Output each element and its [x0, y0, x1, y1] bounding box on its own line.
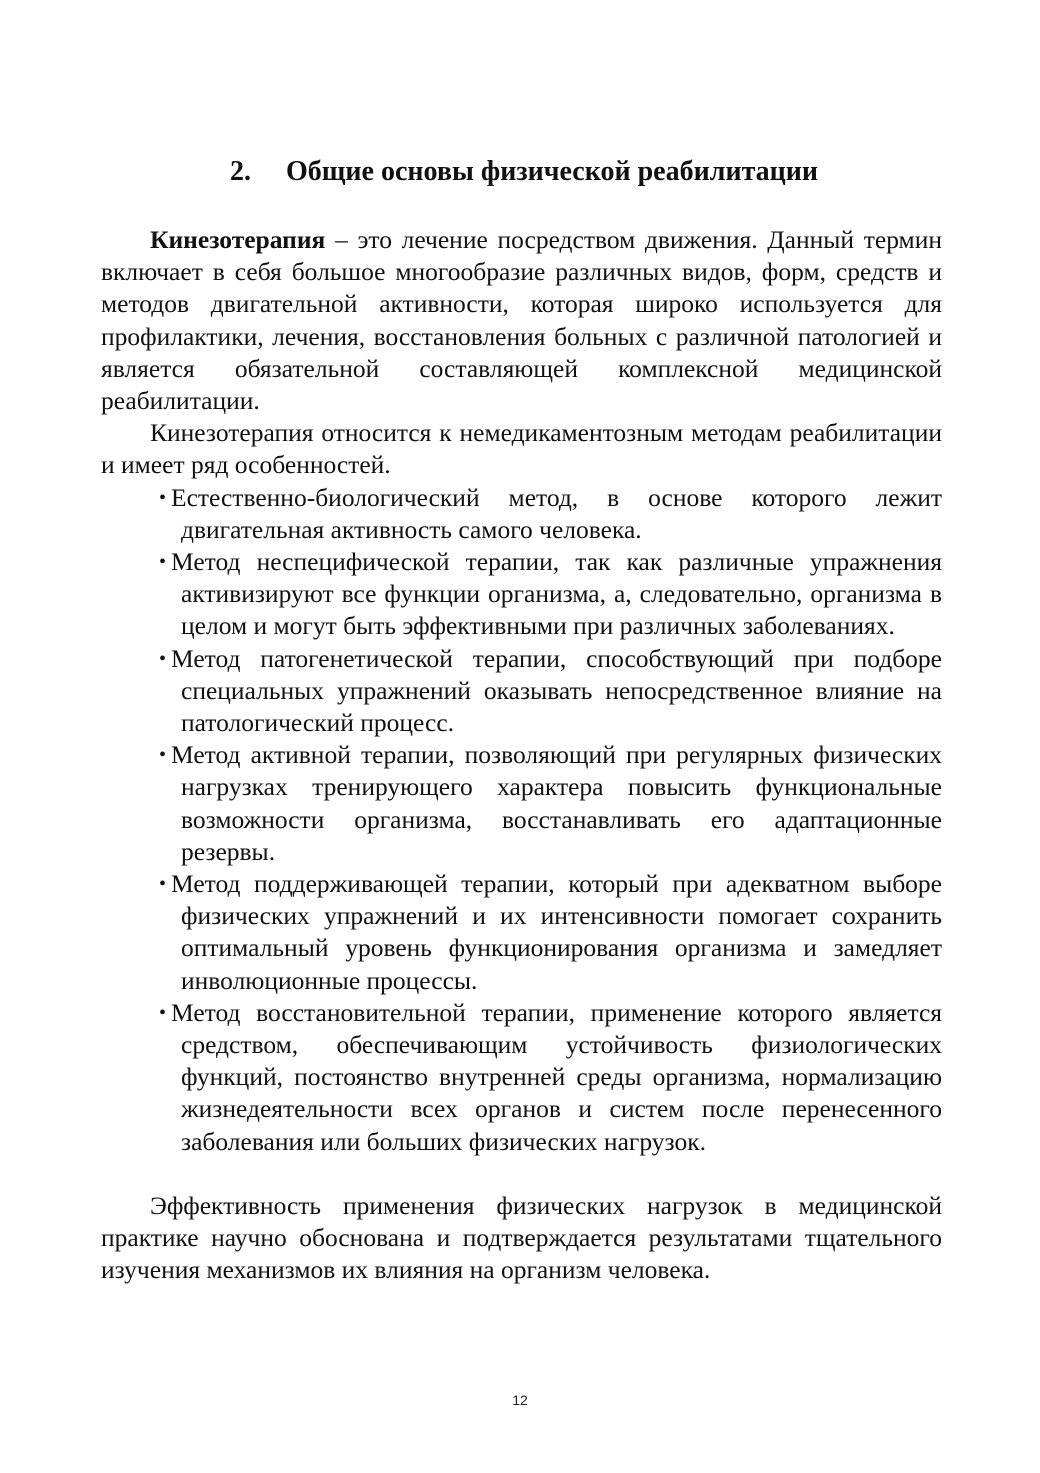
bullet-icon: •: [159, 873, 167, 896]
list-item-text: Метод активной терапии, позволяющий при регулярных физических нагрузках тренирующего характера повысить функциональные возможности организма, восстанавливать его адаптационные резервы.: [171, 740, 942, 866]
bullet-icon: •: [159, 744, 167, 767]
list-item-text: Естественно-биологический метод, в основе которого лежит двигательная активность самого человека.: [171, 482, 942, 544]
intro-term: Кинезотерапия: [150, 225, 326, 254]
page-number: 12: [512, 1392, 528, 1408]
list-item-text: Метод неспецифической терапии, так как различные упражнения активизируют все функции организма, а, следовательно, организма в целом и могут быть эффективными при различных заболеваниях.: [171, 547, 942, 641]
intro-paragraph: [101, 224, 942, 417]
paragraph-spacer: [101, 1158, 942, 1190]
list-item: [159, 546, 942, 643]
bullet-icon: •: [159, 551, 167, 574]
list-item: [159, 868, 942, 997]
list-item: [159, 997, 942, 1158]
list-item: [159, 482, 942, 546]
section-title: Общие основы физической реабилитации: [286, 156, 819, 187]
list-item: [159, 643, 942, 740]
paragraph-2: Кинезотерапия относится к немедикаментозным методам реабилитации и имеет ряд особенностей.: [101, 418, 942, 480]
intro-text: – это лечение посредством движения. Данный термин включает в себя большое многообразие различных видов, форм, средств и методов двигательной активности, которая широко используется для профилактики, лечения, восстановления больных с различной патологией и является обязательной составляющей комплексной медицинской реабилитации.: [101, 225, 942, 416]
list-item-text: Метод восстановительной терапии, применение которого является средством, обеспечивающим устойчивость физиологических функций, постоянство внутренней среды организма, нормализацию жизнедеятельности всех органов и систем после перенесенного заболевания или больших физических нагрузок.: [171, 997, 942, 1156]
section-heading: [230, 152, 950, 192]
section-number: 2.: [230, 156, 251, 187]
body-text: [101, 224, 942, 1287]
paragraph-3: Эффективность применения физических нагрузок в медицинской практике научно обоснована и подтверждается результатами тщательного изучения механизмов их влияния на организм человека.: [101, 1190, 942, 1285]
list-item: [159, 739, 942, 868]
bullet-icon: •: [159, 1001, 167, 1024]
bullet-icon: •: [159, 647, 167, 670]
features-list: [101, 482, 942, 1158]
bullet-icon: •: [159, 486, 167, 509]
list-item-text: Метод патогенетической терапии, способствующий при подборе специальных упражнений оказывать непосредственное влияние на патологический процесс.: [171, 643, 942, 738]
list-item-text: Метод поддерживающей терапии, который при адекватном выборе физических упражнений и их интенсивности помогает сохранить оптимальный уровень функционирования организма и замедляет инволюционные процессы.: [171, 869, 942, 995]
